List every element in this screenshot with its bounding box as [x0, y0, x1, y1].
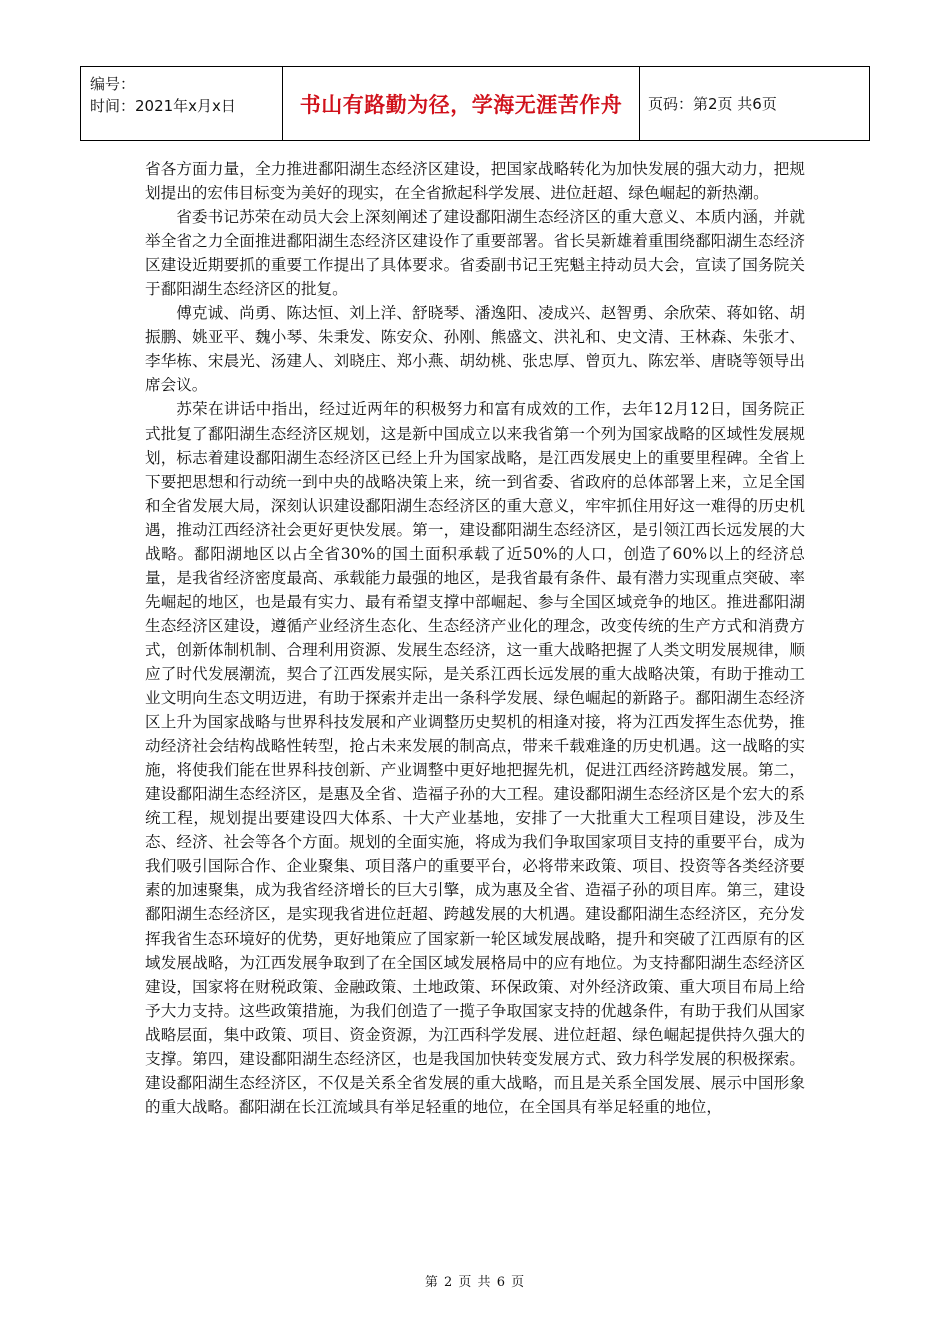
page-header: [80, 66, 870, 141]
header-page-indicator: 页码：第2页 共6页: [648, 95, 777, 113]
footer-page-label: 第 2 页 共 6 页: [424, 1275, 526, 1290]
page-indicator-cell: [640, 67, 869, 140]
date-label: 时间：2021年x月x日: [90, 97, 236, 115]
body-paragraph: 苏荣在讲话中指出，经过近两年的积极努力和富有成效的工作，去年12月12日，国务院正式批复了鄱阳湖生态经济区规划，这是新中国成立以来我省第一个列为国家战略的区域性发展规划，标志着建设鄱阳湖生态经济区已经上升为国家战略，是江西发展史上的重要里程碑。全省上下要把思想和行动统一到中央的战略决策上来，统一到省委、省政府的总体部署上来，立足全国和全省发展大局，深刻认识建设鄱阳湖生态经济区的重大意义，牢牢抓住用好这一难得的历史机遇，推动江西经济社会更好更快发展。第一，建设鄱阳湖生态经济区，是引领江西长远发展的大战略。鄱阳湖地区以占全省30%的国土面积承载了近50%的人口，创造了60%以上的经济总量，是我省经济密度最高、承载能力最强的地区，是我省最有条件、最有潜力实现重点突破、率先崛起的地区，也是最有实力、最有希望支撑中部崛起、参与全国区域竞争的地区。推进鄱阳湖生态经济区建设，遵循产业经济生态化、生态经济产业化的理念，改变传统的生产方式和消费方式，创新体制机制、合理利用资源、发展生态经济，这一重大战略把握了人类文明发展规律，顺应了时代发展潮流，契合了江西发展实际，是关系江西长远发展的重大战略决策，有助于推动工业文明向生态文明迈进，有助于探索并走出一条科学发展、绿色崛起的新路子。鄱阳湖生态经济区上升为国家战略与世界科技发展和产业调整历史契机的相逢对接，将为江西发挥生态优势，推动经济社会结构战略性转型，抢占未来发展的制高点，带来千载难逢的历史机遇。这一战略的实施，将使我们能在世界科技创新、产业调整中更好地把握先机，促进江西经济跨越发展。第二，建设鄱阳湖生态经济区，是惠及全省、造福子孙的大工程。建设鄱阳湖生态经济区是个宏大的系统工程，规划提出要建设四大体系、十大产业基地，安排了一大批重大工程项目建设，涉及生态、经济、社会等各个方面。规划的全面实施，将成为我们争取国家项目支持的重要平台，成为我们吸引国际合作、企业聚集、项目落户的重要平台，必将带来政策、项目、投资等各类经济要素的加速聚集，成为我省经济增长的巨大引擎，成为惠及全省、造福子孙的项目库。第三，建设鄱阳湖生态经济区，是实现我省进位赶超、跨越发展的大机遇。建设鄱阳湖生态经济区，充分发挥我省生态环境好的优势，更好地策应了国家新一轮区域发展战略，提升和突破了江西原有的区域发展战略，为江西发展争取到了在全国区域发展格局中的应有地位。为支持鄱阳湖生态经济区建设，国家将在财税政策、金融政策、土地政策、环保政策、对外经济政策、重大项目布局上给予大力支持。这些政策措施，为我们创造了一揽子争取国家支持的优越条件，有助于我们从国家战略层面，集中政策、项目、资金资源，为江西科学发展、进位赶超、绿色崛起提供持久强大的支撑。第四，建设鄱阳湖生态经济区，也是我国加快转变发展方式、致力科学发展的积极探索。建设鄱阳湖生态经济区，不仅是关系全省发展的重大战略，而且是关系全国发展、展示中国形象的重大战略。鄱阳湖在长江流域具有举足轻重的地位，在全国具有举足轻重的地位，: [145, 400, 805, 1116]
header-motto: 书山有路勤为径，学海无涯苦作舟: [299, 92, 623, 117]
motto-cell: [283, 67, 640, 140]
page-footer: [0, 1271, 950, 1290]
body-paragraph: 省委书记苏荣在动员大会上深刻阐述了建设鄱阳湖生态经济区的重大意义、本质内涵，并就举全省之力全面推进鄱阳湖生态经济区建设作了重要部署。省长吴新雄着重围绕鄱阳湖生态经济区建设近期要抓的重要工作提出了具体要求。省委副书记王宪魁主持动员大会，宣读了国务院关于鄱阳湖生态经济区的批复。: [145, 208, 805, 299]
doc-number-label: 编号：: [90, 75, 136, 93]
body-paragraph-continuation: 省各方面力量，全力推进鄱阳湖生态经济区建设，把国家战略转化为加快发展的强大动力，把规划提出的宏伟目标变为美好的现实，在全省掀起科学发展、进位赶超、绿色崛起的新热潮。: [145, 160, 805, 203]
header-meta-cell: [81, 67, 283, 140]
document-body: [145, 157, 805, 1119]
body-paragraph: 傅克诚、尚勇、陈达恒、刘上洋、舒晓琴、潘逸阳、凌成兴、赵智勇、余欣荣、蒋如铭、胡振鹏、姚亚平、魏小琴、朱秉发、陈安众、孙刚、熊盛文、洪礼和、史文清、王林森、朱张才、李华栋、宋晨光、汤建人、刘晓庄、郑小燕、胡幼桃、张忠厚、曾页九、陈宏举、唐晓等领导出席会议。: [145, 304, 805, 395]
